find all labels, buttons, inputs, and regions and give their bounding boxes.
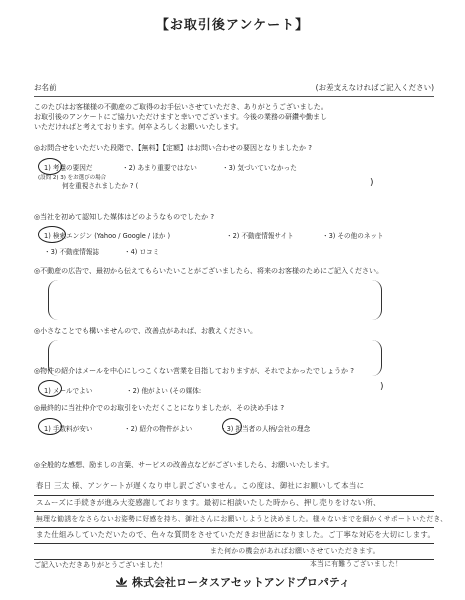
q1-sub-note: (設問 2) 3) をお選びの場合 xyxy=(38,175,107,181)
company-footer xyxy=(0,574,465,590)
q6-option-1[interactable]: 1) 手数料が安い xyxy=(44,425,93,433)
question-1: ◎お問合せをいただいた段階で、【無料】【定額】はお問い合わせの要因となりましたか ? xyxy=(34,144,312,152)
q1-option-1[interactable]: 1) 考慮の要因だ xyxy=(44,164,93,172)
close-paren: ) xyxy=(380,382,384,392)
answer-line xyxy=(34,511,434,512)
handwritten-comment-line: スムーズに手続きが進み大変感謝しております。最初に相談いたした時から、押し売りをけない所、 xyxy=(36,498,381,507)
answer-line xyxy=(34,543,434,544)
handwritten-comment-line: 無理な勧誘をなさらないお姿勢に好感を持ち、御社さんにお願いしようと決めました。様々ないまでを細かくサポートいただき、 xyxy=(36,515,448,523)
intro-text xyxy=(34,102,444,132)
handwritten-comment-line: 本当に有難うございました！ xyxy=(310,560,403,568)
q2-option-2[interactable]: ・2) 不動産情報サイト xyxy=(226,232,294,240)
q2-option-1[interactable]: 1) 検索エンジン (Yahoo / Google / ほか ) xyxy=(44,232,171,240)
answer-line xyxy=(34,527,434,528)
company-name: 株式会社ロータスアセットアンドプロパティ xyxy=(132,576,350,589)
selection-circle xyxy=(38,226,66,243)
q2-option-3[interactable]: ・3) その他のネット xyxy=(322,232,384,240)
page-title: 【お取引後アンケート】 xyxy=(155,18,310,33)
handwritten-comment-line: また何かの機会があればお願いさせていただきます。 xyxy=(210,547,380,555)
q2-option-4[interactable]: ・3) 不動産情報誌 xyxy=(44,248,100,256)
q1-option-3[interactable]: ・3) 気づいていなかった xyxy=(222,164,297,172)
close-paren: ) xyxy=(370,178,374,188)
selection-circle xyxy=(38,418,62,435)
q5-option-2[interactable]: ・2) 他がよい (その媒体: xyxy=(126,387,202,395)
selection-circle xyxy=(38,380,62,397)
name-note: (お差支えなければご記入ください) xyxy=(315,83,434,92)
q5-option-1[interactable]: 1) メールでよい xyxy=(44,387,93,395)
question-6: ◎最終的に当社仲介でのお取引をいただくことになりましたが、その決め手は ? xyxy=(34,404,285,412)
intro-line: いただければと考えております。何卒よろしくお願いいたします。 xyxy=(34,123,243,131)
closing-text: ご記入いただきありがとうございました！ xyxy=(34,561,167,569)
lotus-logo-icon xyxy=(115,576,128,587)
question-7: ◎全般的な感想、励ましの言葉、サービスの改善点などがございましたら、お願いいたします。 xyxy=(34,461,334,469)
q3-answer-box[interactable] xyxy=(48,280,382,320)
question-4: ◎小さなことでも構いませんので、改善点があれば、お教えください。 xyxy=(34,327,257,335)
name-label: お名前 xyxy=(34,83,57,92)
q1-follow-up: 何を重視されましたか ? ( xyxy=(62,182,139,190)
q6-option-3[interactable]: ・3) 担当者の人柄/会社の理念 xyxy=(220,425,311,433)
intro-line: お取引後のアンケートにご協力いただけますと幸いでございます。今後の業務の研鑽や勤まし xyxy=(34,113,328,121)
handwritten-comment-line: また仕組みしていただいたので、色々な質問をさせていただきお世話になりました。ご丁寧な対応を大切にします。 xyxy=(36,530,436,539)
q6-option-2[interactable]: ・2) 紹介の物件がよい xyxy=(124,425,193,433)
handwritten-comment-line: 春日 三太 様、アンケートが遅くなり申し訳ございません。この度は、御社にお願いして本当に xyxy=(36,481,365,490)
selection-circle xyxy=(222,418,242,435)
q1-option-2[interactable]: ・2) あまり重要ではない xyxy=(122,164,197,172)
name-row xyxy=(34,80,434,97)
question-2: ◎当社を初めて認知した媒体はどのようなものでしたか ? xyxy=(34,213,215,221)
answer-line xyxy=(34,495,434,496)
question-5: ◎物件の紹介はメールを中心にしつこくない営業を目指しておりますが、それでよかったでしょうか ? xyxy=(34,367,354,375)
question-3: ◎不動産の広告で、最初から伝えてもらいたいことがございましたら、将来のお客様のためにご記入ください。 xyxy=(34,267,383,275)
intro-line: このたびはお客様様の不動産のご取得のお手伝いさせていただき、ありがとうございました。 xyxy=(34,103,328,111)
q2-option-5[interactable]: ・4) ロコミ xyxy=(124,248,160,256)
